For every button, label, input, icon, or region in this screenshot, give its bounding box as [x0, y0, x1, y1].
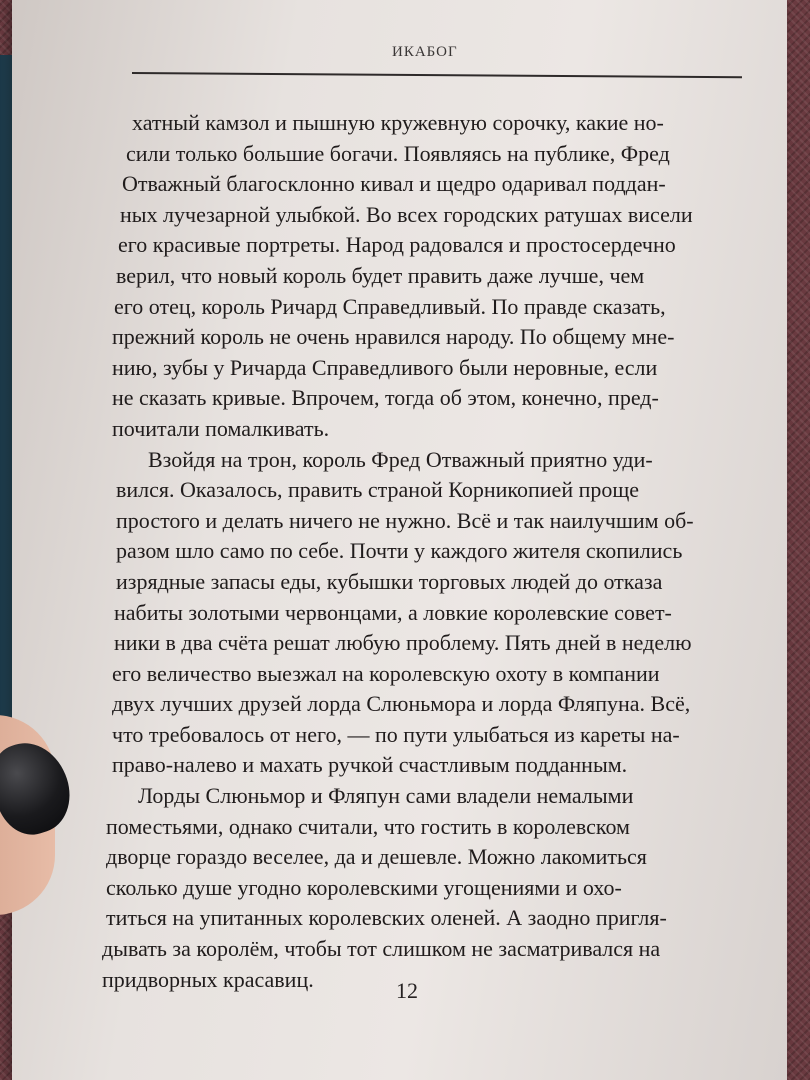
text-line: титься на упитанных королевских оленей. А заодно пригля- — [106, 905, 667, 931]
page-number: 12 — [396, 978, 418, 1003]
text-line: сколько душе угодно королевскими угощениями и охо- — [106, 874, 622, 900]
text-line: его величество выезжал на королевскую охоту в компании — [112, 660, 660, 686]
text-line: поместьями, однако считали, что гостить в королевском — [106, 813, 630, 839]
text-line: разом шло само по себе. Почти у каждого жителя скопились — [116, 538, 683, 564]
text-line: Лорды Слюньмор и Фляпун сами владели немалыми — [138, 783, 634, 809]
text-line: дворце гораздо веселее, да и дешевле. Можно лакомиться — [106, 844, 647, 870]
text-line: двух лучших друзей лорда Слюньмора и лорда Фляпуна. Всё, — [112, 691, 691, 717]
text-line: Отважный благосклонно кивал и щедро одаривал поддан- — [122, 171, 666, 197]
text-line: хатный камзол и пышную кружевную сорочку, какие но- — [132, 110, 664, 135]
text-line: что требовалось от него, — по пути улыбаться из кареты на- — [112, 721, 680, 747]
text-line: нию, зубы у Ричарда Справедливого были неровные, если — [112, 354, 658, 380]
text-line: вился. Оказалось, править страной Корникопией проще — [116, 477, 640, 503]
header-rule — [132, 72, 742, 78]
text-line: придворных красавиц. — [102, 966, 314, 992]
text-line: верил, что новый король будет править даже лучше, чем — [116, 262, 645, 288]
book-page — [12, 0, 787, 1080]
text-line: дывать за королём, чтобы тот слишком не засматривался на — [102, 936, 661, 962]
text-line: прежний король не очень нравился народу. По общему мне- — [112, 324, 675, 350]
text-line: сили только большие богачи. Появляясь на публике, Фред — [126, 140, 670, 166]
text-line: право-налево и махать ручкой счастливым подданным. — [112, 752, 628, 778]
body-text — [102, 108, 752, 995]
text-line: его отец, король Ричард Справедливый. По правде сказать, — [114, 293, 666, 319]
text-line: не сказать кривые. Впрочем, тогда об этом, конечно, пред- — [112, 385, 659, 411]
text-line: набиты золотыми червонцами, а ловкие королевские совет- — [114, 599, 672, 625]
text-line: Взойдя на трон, король Фред Отважный приятно уди- — [148, 446, 653, 472]
text-line: ных лучезарной улыбкой. Во всех городских ратушах висели — [120, 201, 693, 227]
text-line: изрядные запасы еды, кубышки торговых людей до отказа — [116, 568, 663, 594]
running-head: ИКАБОГ — [392, 44, 458, 60]
text-line: простого и делать ничего не нужно. Всё и так наилучшим об- — [116, 507, 694, 533]
text-line: ники в два счёта решат любую проблему. Пять дней в неделю — [114, 630, 692, 656]
text-line: почитали помалкивать. — [112, 415, 330, 441]
text-line: его красивые портреты. Народ радовался и простосердечно — [118, 232, 676, 258]
